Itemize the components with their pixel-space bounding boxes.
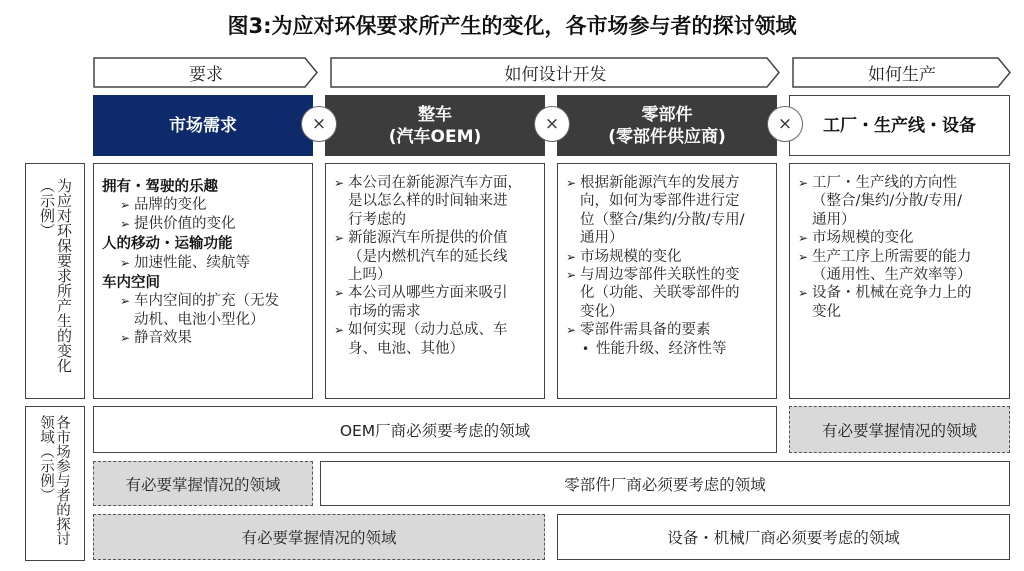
header-market-demand [93, 95, 313, 156]
oem-box [325, 163, 545, 399]
list-item: ➢ 与周边零部件关联性的变 化（功能、关联零部件的 变化） [566, 267, 740, 320]
arrow-bullet-icon: ➢ [798, 231, 809, 246]
arrow-bullet-icon: ➢ [334, 286, 345, 301]
header-label: 零部件 [641, 104, 693, 125]
equipment-area-bar: 设备・机械厂商必须要考虑的领域 [557, 514, 1010, 560]
oem-area-bar: OEM厂商必须要考虑的领域 [93, 406, 777, 453]
list-item: ➢ 零部件需具备的要素 [566, 322, 711, 339]
side-label-changes [25, 163, 85, 399]
header-oem [325, 95, 545, 156]
arrow-bullet-icon: ➢ [120, 331, 131, 346]
list-item: ➢ 本公司在新能源汽车方面， 是以怎么样的时间轴来进 行考虑的 [334, 175, 522, 228]
arrow-bullet-icon: ➢ [334, 176, 345, 190]
header-parts-supplier [557, 95, 777, 156]
arrow-bullet-icon: ➢ [120, 255, 131, 270]
market-demand-box [93, 163, 313, 399]
section-heading: 车内空间 [102, 275, 160, 292]
arrow-bullet-icon: ➢ [120, 198, 131, 213]
sub-list-item: • 性能升级、经济性等 [582, 340, 727, 357]
factory-box [789, 163, 1010, 399]
list-item: ➢ 静音效果 [120, 330, 192, 347]
phase-production [792, 57, 1012, 88]
phase-label: 如何设计开发 [504, 65, 607, 85]
list-item: ➢ 根据新能源汽车的发展方 向，如何为零部件进行定 位（整合/集约/分散/专用/ 通用） [566, 175, 745, 247]
parts-area-bar: 零部件厂商必须要考虑的领域 [320, 461, 1010, 506]
cross-icon: × [767, 106, 803, 142]
section-heading: 人的移动・运输功能 [102, 236, 233, 253]
list-item-text: 车内空间的扩充（无发 动机、电池小型化） [134, 293, 279, 328]
side-label-text: 各市场参与者的探讨领域（示例） [38, 415, 70, 546]
arrow-bullet-icon: ➢ [120, 216, 131, 231]
grasp-area-bar: 有必要掌握情况的领域 [93, 461, 313, 506]
list-item: ➢ 提供价值的变化 [120, 215, 236, 232]
arrow-bullet-icon: ➢ [334, 231, 345, 246]
list-item: ➢ 工厂・生产线的方向性 （整合/集约/分散/专用/ 通用） [798, 175, 963, 228]
arrow-bullet-icon: ➢ [120, 294, 131, 309]
header-sublabel: (汽车OEM) [388, 126, 482, 147]
phase-design [330, 57, 781, 88]
list-item: ➢ 设备・机械在竞争力上的 变化 [798, 285, 972, 320]
grasp-area-bar: 有必要掌握情况的领域 [93, 514, 545, 560]
arrow-bullet-icon: ➢ [798, 176, 809, 190]
header-sublabel: (零部件供应商) [608, 126, 726, 147]
cross-icon: × [301, 106, 337, 142]
header-label: 市场需求 [169, 115, 237, 136]
page-title: 图3:为应对环保要求所产生的变化，各市场参与者的探讨领域 [227, 14, 797, 38]
arrow-bullet-icon: ➢ [566, 249, 577, 264]
list-item: ➢ 生产工序上所需要的能力 （通用性、生产效率等） [798, 248, 972, 284]
list-item: ➢ 市场规模的变化 [566, 248, 682, 265]
header-label: 整车 [418, 104, 452, 125]
section-heading: 拥有・驾驶的乐趣 [102, 179, 218, 195]
list-item: ➢ 加速性能、续航等 [120, 254, 250, 271]
arrow-bullet-icon: ➢ [566, 268, 577, 283]
phase-label: 要求 [189, 65, 223, 85]
list-item: ➢ 本公司从哪些方面来吸引 市场的需求 [334, 285, 508, 320]
phase-label: 如何生产 [868, 65, 936, 85]
phase-requirement [93, 57, 319, 88]
list-item: ➢ 市场规模的变化 [798, 230, 914, 247]
list-item [102, 292, 304, 329]
arrow-bullet-icon: ➢ [798, 249, 809, 264]
side-label-areas [25, 406, 85, 561]
list-item: ➢ 品牌的变化 [120, 197, 207, 214]
arrow-bullet-icon: ➢ [566, 323, 577, 338]
grasp-area-bar: 有必要掌握情况的领域 [789, 406, 1010, 453]
header-factory [789, 95, 1010, 156]
dot-bullet-icon: • [582, 341, 590, 356]
list-item: ➢ 如何实现（动力总成、车 身、电池、其他） [334, 322, 508, 357]
cross-icon: × [534, 106, 570, 142]
arrow-bullet-icon: ➢ [566, 176, 577, 190]
arrow-bullet-icon: ➢ [334, 323, 345, 338]
header-label: 工厂・生产线・设备 [823, 115, 976, 136]
side-label-text: 为应对环保要求所产生的变化（示例） [38, 178, 73, 373]
list-item: ➢ 新能源汽车所提供的价值 （是内燃机汽车的延长线 上吗） [334, 230, 508, 284]
arrow-bullet-icon: ➢ [798, 286, 809, 301]
parts-box [557, 163, 777, 399]
